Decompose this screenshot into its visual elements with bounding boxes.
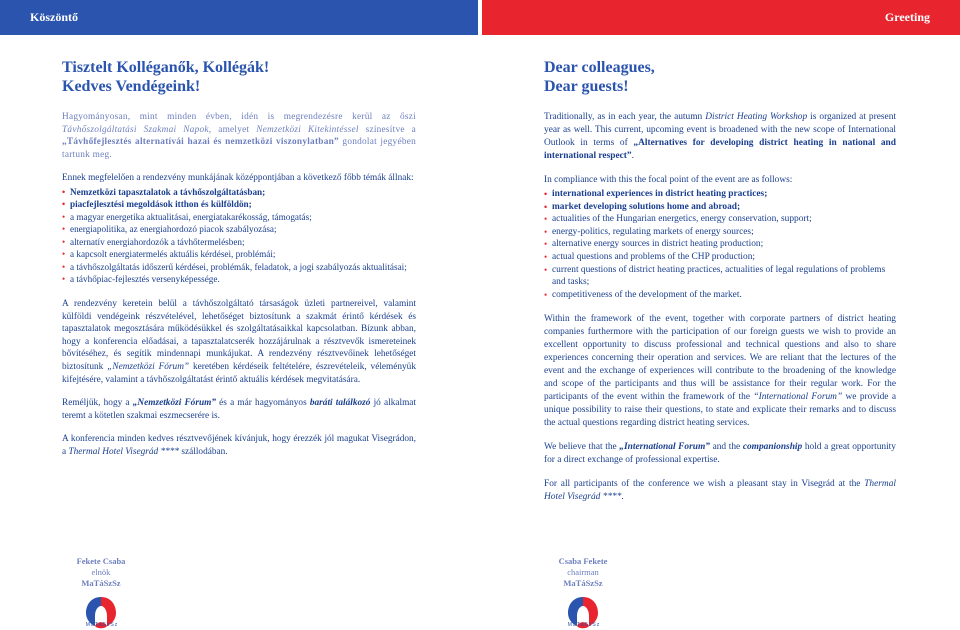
intro-paragraph: [544, 111, 896, 163]
list-item: • alternative energy sources in district heating production;: [544, 238, 896, 251]
topics-list: [544, 188, 896, 301]
text-run: .: [621, 492, 624, 503]
text-run: Nemzetközi Kitekintéssel: [256, 124, 359, 135]
text-run: „Alternatives for developing district heating in national and international respect”: [544, 138, 896, 161]
salutation-line-2: Kedves Vendégeink!: [62, 78, 201, 95]
text-run: Traditionally, as in each year, the autumn: [544, 112, 706, 122]
text-run: A konferencia minden kedves résztvevőjének kívánjuk, hogy érezzék jól magukat Visegrádon, a: [62, 434, 416, 457]
signer-role: chairman: [567, 567, 599, 577]
list-item: • actual questions and problems of the CHP production;: [544, 251, 896, 264]
text-run: „Távhőfejlesztés alternatívái hazai és nemzetközi viszonylatban”: [62, 137, 339, 148]
hope-paragraph: [62, 397, 416, 422]
text-run: is organized at present year as well. This current, upcoming event is broadened with the new scope of International Outlook in terms of: [544, 112, 896, 148]
text-run: , amelyet: [208, 124, 257, 135]
signer-organization: MaTáSzSz: [81, 578, 121, 588]
text-run: színesítve a: [358, 124, 416, 135]
salutation-line-1: Tisztelt Kolléganők, Kollégák!: [62, 59, 270, 76]
text-run: A rendezvény keretein belül a távhőszolgáltató társaságok üzleti partnereivel, valamint külföldi vendégeink részvételével, lehetőséget biztosítunk a szakmát érintő kérdések és tapasztalatok megosztására működésükkel és szolgáltatásaikkal kapcsolatban. Bízunk abban, hogy a konferencia előadásai, a tapasztalatcserék hozzájárulnak a résztvevők ismereteinek bővítéséhez, és segítik mindennapi munkájukat. A rendezvény résztvevőinek lehetőséget biztosítunk: [62, 298, 416, 372]
header-label-greeting: Greeting: [884, 10, 930, 24]
forum-paragraph: [62, 298, 416, 386]
english-salutation: [544, 58, 896, 96]
text-run: companionship: [742, 442, 803, 453]
text-run: Within the framework of the event, together with corporate partners of district heating companies furthermore with the participation of our foreign guests we wish to provide an excellent opportunity to discuss professional and technical questions and also to share experiences concerning their operation and services. We are reliant that the lectures of the event and the exchange of experiences will contribute to the broadening of the knowledge and scope of the participants and thus will be assistance for their regular work. For the participants of the event within the framework of the: [544, 314, 896, 403]
salutation-line-2: Dear guests!: [544, 78, 629, 95]
text-run: hold a great opportunity for a direct exchange of professional expertise.: [544, 442, 896, 466]
text-run: Hagyományosan, mint minden évben, idén is megrendezésre kerül az őszi: [62, 112, 416, 122]
text-run: Távhőszolgáltatási Szakmai Napok: [62, 124, 209, 135]
hope-paragraph: [544, 441, 896, 467]
text-run: For all participants of the conference we wish a pleasant stay in Visegrád at the: [544, 479, 865, 490]
text-run: „Nemzetközi Fórum”: [132, 398, 216, 409]
list-item: • energiapolitika, az energiahordozó piacok szabályozása;: [62, 223, 416, 236]
header-bar-english: [482, 0, 960, 35]
text-run: baráti találkozó: [309, 398, 371, 409]
list-item: • piacfejlesztési megoldások itthon és külföldön;: [62, 198, 416, 211]
text-run: szállodában.: [179, 446, 228, 457]
text-run: és a már hagyományos: [216, 398, 310, 409]
hungarian-salutation: [62, 58, 416, 96]
text-run: District Heating Workshop: [705, 112, 808, 122]
topics-intro: In compliance with this the focal point of the event are as follows:: [544, 175, 793, 185]
wish-paragraph: [62, 433, 416, 458]
list-item: • actualities of the Hungarian energetics, energy conservation, support;: [544, 213, 896, 226]
list-item: • alternatív energiahordozók a távhőtermelésben;: [62, 236, 416, 249]
topics-list: [62, 186, 416, 286]
text-run: „International Forum”: [619, 442, 710, 453]
topics-intro: Ennek megfelelően a rendezvény munkájának középpontjában a következő főbb témák állnak:: [62, 173, 414, 184]
list-item: • a magyar energetika aktualitásai, energiatakarékosság, támogatás;: [62, 211, 416, 224]
signature-block-english: [546, 556, 620, 589]
signer-organization: MaTáSzSz: [563, 578, 603, 588]
list-item: • Nemzetközi tapasztalatok a távhőszolgáltatásban;: [62, 186, 416, 199]
text-run: Reméljük, hogy a: [62, 398, 133, 409]
signer-role: elnök: [91, 567, 111, 577]
header-bar-hungarian: [0, 0, 478, 35]
text-run: Thermal Hotel Visegrád ****: [68, 446, 180, 457]
text-run: Thermal Hotel Visegrád ****: [544, 479, 896, 503]
text-run: and the: [709, 442, 743, 453]
list-item: • energy-politics, regulating markets of energy sources;: [544, 226, 896, 239]
forum-paragraph: [544, 313, 896, 430]
salutation-line-1: Dear colleagues,: [544, 59, 655, 76]
signer-name: Fekete Csaba: [76, 556, 126, 566]
text-run: we provide a unique possibility to raise their questions, to state and explicate their remarks and to discuss the actual questions regarding district heating services.: [544, 392, 896, 429]
wish-paragraph: [544, 478, 896, 504]
text-run: „Nemzetközi Fórum”: [107, 361, 190, 372]
text-run: “International Forum”: [753, 392, 843, 403]
list-item: • a kapcsolt energiatermelés aktuális kérdései, problémái;: [62, 248, 416, 261]
text-run: keretében kérdéseik feltételére, észrevételeik, véleményük kifejtésére, valamint a távhőszolgáltatást érintő aktuális kérdések megvitatására.: [62, 361, 416, 385]
english-column: [544, 58, 896, 515]
logo-caption: MaTáSzSz: [567, 622, 601, 628]
text-run: jó alkalmat teremt a kötetlen szakmai eszmecserére is.: [62, 398, 417, 421]
logo-caption: MaTáSzSz: [85, 622, 119, 628]
signature-block-hungarian: [64, 556, 138, 589]
list-item: • current questions of district heating practices, actualities of legal regulations of problems and tasks;: [544, 264, 896, 289]
list-item: • international experiences in district heating practices;: [544, 188, 896, 201]
text-run: gondolat jegyében tartunk meg.: [62, 137, 416, 160]
signer-name: Csaba Fekete: [558, 556, 608, 566]
list-item: • a távhőszolgáltatás időszerű kérdései, problémák, feladatok, a jogi szabályozás aktualitásai;: [62, 261, 416, 274]
list-item: • competitiveness of the development of the market.: [544, 289, 896, 302]
list-item: • a távhőpiac-fejlesztés versenyképessége.: [62, 273, 416, 286]
header-label-koszonto: Köszöntő: [30, 10, 78, 24]
intro-paragraph: [62, 111, 416, 161]
hungarian-column: [62, 58, 416, 470]
list-item: • market developing solutions home and abroad;: [544, 201, 896, 214]
text-run: We believe that the: [544, 442, 620, 453]
text-run: .: [631, 151, 634, 161]
